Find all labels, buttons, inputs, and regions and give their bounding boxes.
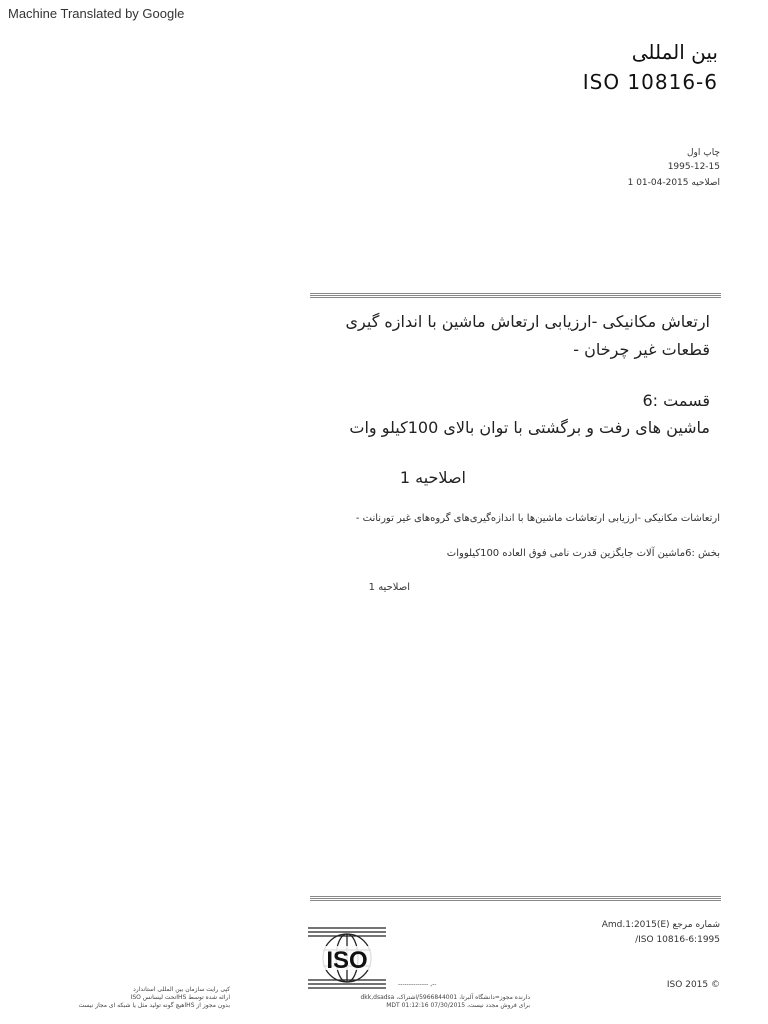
reference-number: شماره مرجع Amd.1:2015(E) bbox=[601, 920, 720, 930]
subtitle-amendment: اصلاحیه 1 bbox=[368, 582, 410, 593]
subtitle-line-2: بخش :6ماشین آلات جایگزین قدرت نامی فوق العاده 100کیلووات bbox=[446, 548, 720, 559]
svg-text:ISO: ISO bbox=[326, 947, 368, 974]
amendment-heading: اصلاحیه 1 bbox=[399, 468, 466, 487]
standard-number: ISO 10816-6 bbox=[582, 70, 718, 94]
copyright-notice: © ISO 2015 bbox=[666, 980, 720, 990]
iso-globe-icon bbox=[308, 922, 386, 994]
title-line-1: ارتعاش مکانیکی -ارزیابی ارتعاش ماشین با اندازه گیری bbox=[345, 312, 710, 331]
footer-left-line-1: کپی رایت سازمان بین المللی استاندارد bbox=[133, 986, 230, 993]
footer-left-line-2: ارائه شده توسط IHSتحت لیسانس ISO bbox=[130, 994, 230, 1001]
edition-date: 1995-12-15 bbox=[667, 162, 720, 172]
iso-logo bbox=[308, 922, 386, 994]
bottom-rule bbox=[310, 896, 721, 901]
footer-left-note bbox=[79, 986, 230, 1010]
international-standard-label: بین المللی bbox=[631, 40, 718, 64]
footer-license-note bbox=[360, 994, 530, 1010]
part-title: ماشین های رفت و برگشتی با توان بالای 100کیلو وات bbox=[349, 418, 710, 437]
footer-mid-line-1: دارنده مجوز=دانشگاه آلبرتا، 5966844001/اشتراک، dkk,dsadsa bbox=[360, 994, 530, 1001]
edition-label: چاپ اول bbox=[686, 148, 720, 158]
machine-translation-banner: Machine Translated by Google bbox=[8, 6, 185, 21]
footer-dash-note: -------------- ,-- bbox=[398, 981, 437, 988]
footer-mid-line-2: برای فروش مجدد نیست، 07/30/2015 01:12:16 MDT bbox=[386, 1002, 530, 1009]
title-line-2: قطعات غیر چرخان - bbox=[573, 340, 710, 359]
reference-code: ISO 10816-6:1995/ bbox=[635, 935, 720, 945]
top-rule bbox=[310, 293, 721, 298]
part-label: قسمت :6 bbox=[642, 391, 710, 410]
amendment-date: اصلاحیه 2015-04-01 1 bbox=[627, 178, 720, 188]
subtitle-line-1: ارتعاشات مکانیکی -ارزیابی ارتعاشات ماشین‌ها با اندازه‌گیری‌های گروه‌های غیر تورنانت - bbox=[355, 513, 720, 524]
footer-left-line-3: بدون مجوز از IHSهیچ گونه تولید مثل یا شبکه ای مجاز نیست bbox=[78, 1002, 230, 1009]
